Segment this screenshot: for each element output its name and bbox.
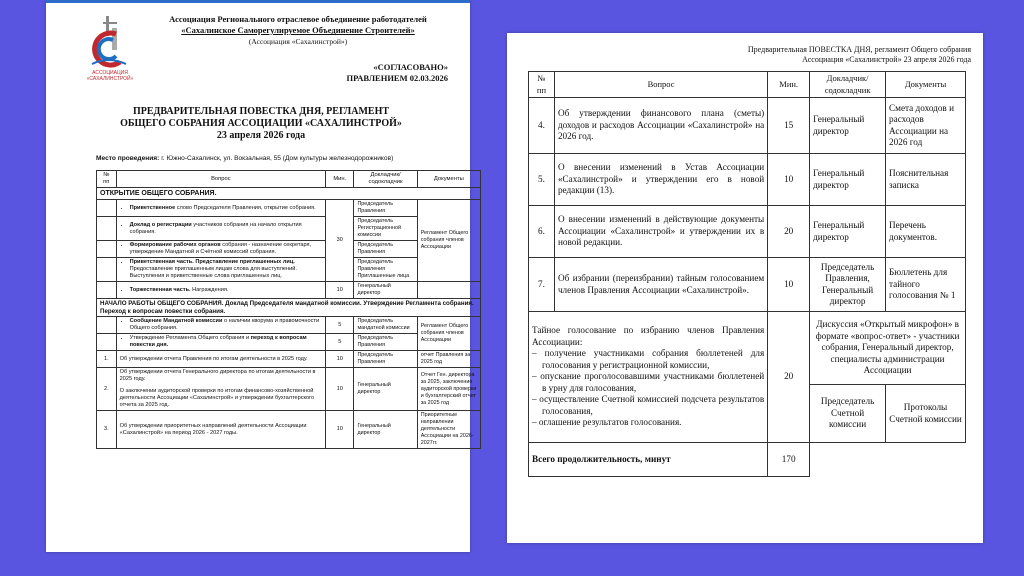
question-cell: Об утверждении приоритетных направлений деятельности Ассоциации «Сахалинстрой» на период 2026 - 2027 годы. bbox=[116, 411, 325, 449]
title-line-1: ПРЕДВАРИТЕЛЬНАЯ ПОВЕСТКА ДНЯ, РЕГЛАМЕНТ bbox=[132, 106, 390, 117]
header-min: Мин. bbox=[768, 72, 810, 98]
num-cell: 1. bbox=[97, 351, 117, 368]
title-line-3: 23 апреля 2026 года bbox=[216, 130, 306, 141]
running-header-line-2: Ассоциация «Сахалинстрой» 23 апреля 2026 года bbox=[802, 55, 971, 64]
total-label: Всего продолжительность, минут bbox=[529, 443, 768, 477]
document-page-1 bbox=[46, 0, 477, 552]
header-speaker: Докладчик/ содокладчик bbox=[810, 72, 886, 98]
minutes-cell: 15 bbox=[768, 98, 810, 154]
table-row: • Приветственная часть. Представление приглашенных лиц. Предоставление приглашенным лицам слова для выступлений. Выступления и приветственные слова приглашенных лиц. Председатель Правления Приглашенные лица bbox=[97, 258, 481, 282]
minutes-cell: 20 bbox=[768, 312, 810, 443]
document-page-2 bbox=[507, 33, 983, 543]
table-row: • Утверждение Регламента Общего собрания и переход к вопросам повестки дня. 5 Председатель Правления bbox=[97, 334, 481, 351]
speaker-cell: Генеральный директор bbox=[354, 368, 417, 411]
speaker-cell: Председатель Правления, Генеральный директор bbox=[810, 258, 886, 312]
vote-procedure-cell bbox=[529, 312, 768, 443]
minutes-cell: 10 bbox=[326, 411, 354, 449]
speaker-cell: Генеральный директор bbox=[354, 411, 417, 449]
org-line-1: Ассоциация Регионального отраслевое объединение работодателей bbox=[169, 14, 427, 24]
minutes-cell: 10 bbox=[768, 258, 810, 312]
minutes-cell: 10 bbox=[326, 351, 354, 368]
opening-minutes: 30 bbox=[326, 200, 354, 282]
minutes-cell: 20 bbox=[768, 206, 810, 258]
total-row bbox=[529, 443, 966, 477]
minutes-cell: 10 bbox=[768, 154, 810, 206]
speaker-cell: Председатель Правления bbox=[354, 334, 417, 351]
table-row: • Сообщение Мандатной комиссии о наличии кворума и правомочности Общего собрания. 5 Председатель мандатной комиссии Регламент Общего собрания членов Ассоциации bbox=[97, 317, 481, 334]
speaker-cell: Председатель Правления bbox=[354, 241, 417, 258]
organization-header bbox=[140, 14, 456, 47]
speaker-cell: Председатель Счетной комиссии bbox=[810, 385, 886, 443]
header-num: № пп bbox=[97, 171, 117, 188]
agenda-table-page-1 bbox=[96, 170, 481, 449]
question-cell: Об избрании (переизбрании) тайным голосованием членов Правления Ассоциации «Сахалинстрой». bbox=[554, 258, 767, 312]
table-row: • Приветственное слово Председателя Правления, открытие собрания. 30 Председатель Правления Регламент Общего собрания членов Ассоциации bbox=[97, 200, 481, 217]
section-start-work: НАЧАЛО РАБОТЫ ОБЩЕГО СОБРАНИЯ. Доклад Председателя мандатной комиссии. Утверждение Регламента собрания. Переход к вопросам повестки собрания. bbox=[97, 299, 481, 317]
section-opening: ОТКРЫТИЕ ОБЩЕГО СОБРАНИЯ. bbox=[97, 188, 481, 200]
num-cell: 4. bbox=[529, 98, 555, 154]
num-cell: 3. bbox=[97, 411, 117, 449]
docs-cell: Отчет Ген. директора за 2025, заключение аудиторской проверки и бухгалтерский отчет за 2025 год bbox=[417, 368, 480, 411]
logo-caption: АССОЦИАЦИЯ «САХАЛИНСТРОЙ» bbox=[86, 70, 134, 82]
table-row bbox=[529, 98, 966, 154]
minutes-cell: 5 bbox=[326, 317, 354, 334]
section-row bbox=[97, 299, 481, 317]
table-row bbox=[529, 258, 966, 312]
question-cell: Об утверждении финансового плана (сметы) доходов и расходов Ассоциации «Сахалинстрой» на 2026 год. bbox=[554, 98, 767, 154]
page-accent-bar bbox=[46, 0, 470, 3]
venue-label: Место проведения: bbox=[96, 155, 160, 162]
table-row bbox=[97, 368, 481, 411]
question-cell: Об утверждении отчета Правления по итогам деятельности в 2025 году. bbox=[116, 351, 325, 368]
header-min: Мин. bbox=[326, 171, 354, 188]
table-row: • Доклад о регистрации участников собрания на начало открытия собрания. Председатель Регистрационной комиссии bbox=[97, 217, 481, 241]
venue-line bbox=[96, 155, 393, 162]
agreed-line-2: ПРАВЛЕНИЕМ 02.03.2026 bbox=[346, 73, 448, 83]
header-speaker: Докладчик/ содокладчик bbox=[354, 171, 417, 188]
speaker-cell: Председатель Правления bbox=[354, 200, 417, 217]
minutes-cell: 10 bbox=[326, 368, 354, 411]
speaker-cell: Генеральный директор bbox=[354, 282, 417, 299]
num-cell: 2. bbox=[97, 368, 117, 411]
table-header-row bbox=[529, 72, 966, 98]
agenda-table-page-2 bbox=[528, 71, 966, 477]
header-question: Вопрос bbox=[554, 72, 767, 98]
num-cell: 5. bbox=[529, 154, 555, 206]
docs-cell: Перечень документов. bbox=[886, 206, 966, 258]
approval-stamp-text bbox=[347, 62, 449, 84]
discussion-cell: Дискуссия «Открытый микрофон» в формате «вопрос-ответ» - участники собрания, Генеральный директор, специалисты администрации Ассоциации bbox=[810, 312, 966, 385]
speaker-cell: Председатель Правления bbox=[354, 351, 417, 368]
opening-docs: Регламент Общего собрания членов Ассоциации bbox=[417, 200, 480, 282]
list-item: – получение участниками собрания бюллетеней для голосования у регистрационной комиссии, bbox=[542, 348, 764, 371]
docs-cell: Бюллетень для тайного голосования № 1 bbox=[886, 258, 966, 312]
header-num: № пп bbox=[529, 72, 555, 98]
header-question: Вопрос bbox=[116, 171, 325, 188]
header-docs: Документы bbox=[417, 171, 480, 188]
list-item: – осуществление Счетной комиссией подсчета результатов голосования, bbox=[542, 394, 764, 417]
venue-text: г. Южно-Сахалинск, ул. Вокзальная, 55 (Дом культуры железнодорожников) bbox=[159, 155, 394, 162]
speaker-cell: Председатель Правления Приглашенные лица bbox=[354, 258, 417, 282]
header-docs: Документы bbox=[886, 72, 966, 98]
docs-cell: Пояснительная записка bbox=[886, 154, 966, 206]
num-cell: 6. bbox=[529, 206, 555, 258]
org-line-2: «Сахалинское Саморегулируемое Объединение Строителей» bbox=[181, 25, 415, 35]
num-cell: 7. bbox=[529, 258, 555, 312]
list-item: – оглашение результатов голосования. bbox=[542, 417, 764, 429]
table-row bbox=[529, 312, 966, 385]
table-row bbox=[97, 351, 481, 368]
speaker-cell: Председатель мандатной комиссии bbox=[354, 317, 417, 334]
running-header bbox=[748, 45, 971, 65]
docs-cell: Регламент Общего собрания членов Ассоциации bbox=[417, 317, 480, 351]
table-row bbox=[529, 206, 966, 258]
table-row: • Торжественная часть. Награждения. 10 Генеральный директор bbox=[97, 282, 481, 299]
question-cell: О внесении изменений в Устав Ассоциации «Сахалинстрой» и утверждении его в новой редакции (13). bbox=[554, 154, 767, 206]
running-header-line-1: Предварительная ПОВЕСТКА ДНЯ, регламент Общего собрания bbox=[747, 45, 971, 54]
speaker-cell: Генеральный директор bbox=[810, 154, 886, 206]
title-line-2: ОБЩЕГО СОБРАНИЯ АССОЦИАЦИИ «САХАЛИНСТРОЙ» bbox=[120, 118, 402, 129]
section-row bbox=[97, 188, 481, 200]
question-cell: Об утверждении отчета Генерального директора по итогам деятельности в 2025 году. О заключении аудиторской проверки по итогам финансово-хозяйственной деятельности Ассоциации «Сахалинстрой» и утверждении бухгалтерского отчета за 2025 год. bbox=[116, 368, 325, 411]
minutes-cell: 5 bbox=[326, 334, 354, 351]
org-line-3: (Ассоциация «Сахалинстрой») bbox=[248, 37, 348, 46]
speaker-cell: Генеральный директор bbox=[810, 98, 886, 154]
vote-intro: Тайное голосование по избранию членов Правления Ассоциации: bbox=[532, 325, 765, 347]
list-item: – опускание проголосовавшими участниками бюллетеней в урну для голосования, bbox=[542, 371, 764, 394]
minutes-cell: 10 bbox=[326, 282, 354, 299]
agreed-line-1: «СОГЛАСОВАНО» bbox=[373, 62, 448, 72]
vote-steps-list bbox=[532, 348, 764, 429]
total-value: 170 bbox=[768, 443, 810, 477]
question-cell: О внесении изменений в действующие документы Ассоциации «Сахалинстрой» и утверждении их в новой редакции. bbox=[554, 206, 767, 258]
docs-cell: Протоколы Счетной комиссии bbox=[886, 385, 966, 443]
document-title bbox=[76, 106, 446, 142]
table-row bbox=[529, 154, 966, 206]
table-row: • Формирование рабочих органов собрания - назначение секретаря, утверждение Мандатной и Счётной комиссий собрания. Председатель Правления bbox=[97, 241, 481, 258]
speaker-cell: Председатель Регистрационной комиссии bbox=[354, 217, 417, 241]
docs-cell: Смета доходов и расходов Ассоциации на 2026 год bbox=[886, 98, 966, 154]
docs-cell: отчет Правления за 2025 год bbox=[417, 351, 480, 368]
speaker-cell: Генеральный директор bbox=[810, 206, 886, 258]
table-header-row bbox=[97, 171, 481, 188]
table-row bbox=[97, 411, 481, 449]
docs-cell: Приоритетные направлении деятельности Ассоциации на 2026-2027гг. bbox=[417, 411, 480, 449]
